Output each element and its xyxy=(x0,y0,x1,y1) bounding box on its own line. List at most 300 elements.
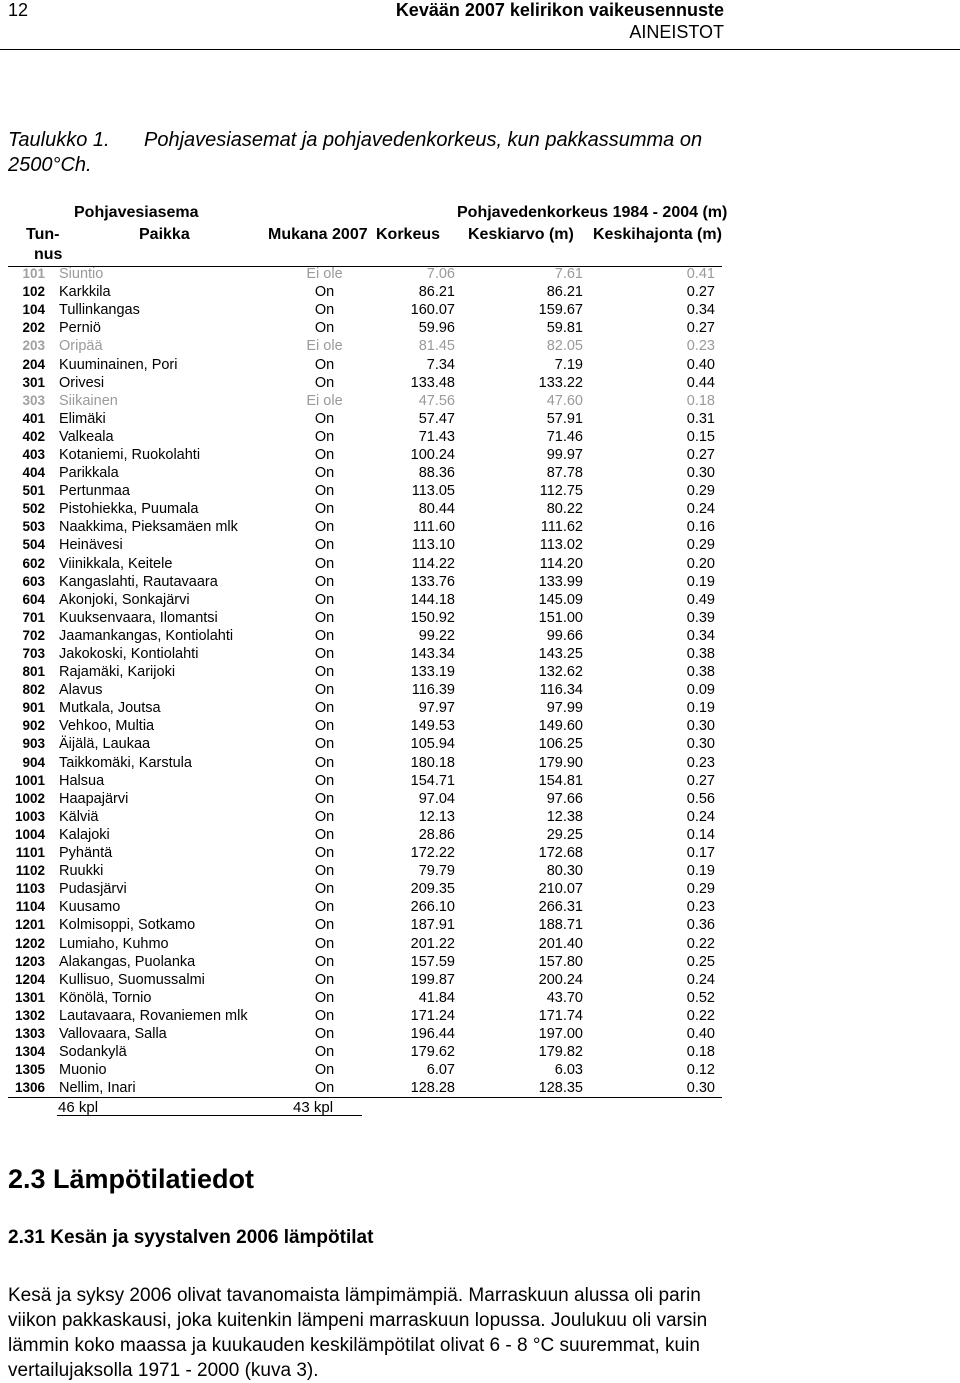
station-place: Karkkila xyxy=(59,284,111,301)
station-height: 154.71 xyxy=(410,772,455,789)
water-level-mean: 43.70 xyxy=(546,989,583,1006)
station-included: On xyxy=(314,790,335,807)
station-height: 99.22 xyxy=(418,627,455,644)
station-code: 203 xyxy=(22,338,45,354)
water-level-std: 0.09 xyxy=(686,682,715,699)
station-included: On xyxy=(314,537,335,554)
table-row xyxy=(8,1043,715,1061)
water-level-mean: 154.81 xyxy=(538,772,583,789)
station-included: On xyxy=(314,320,335,337)
station-height: 180.18 xyxy=(410,754,455,771)
station-code: 1303 xyxy=(14,1025,45,1041)
station-code: 604 xyxy=(22,591,45,607)
water-level-mean: 99.66 xyxy=(546,627,583,644)
station-included: On xyxy=(314,428,335,445)
station-height: 7.06 xyxy=(426,266,455,283)
station-code: 1305 xyxy=(14,1062,45,1078)
station-code: 303 xyxy=(22,392,45,408)
station-place: Siikainen xyxy=(59,392,118,409)
water-level-mean: 86.21 xyxy=(546,284,583,301)
station-included: On xyxy=(314,881,335,898)
water-level-std: 0.34 xyxy=(686,627,715,644)
table-row xyxy=(8,428,715,446)
station-code: 1203 xyxy=(14,953,45,969)
station-included: On xyxy=(314,284,335,301)
station-height: 209.35 xyxy=(410,881,455,898)
station-code: 403 xyxy=(22,446,45,462)
water-level-mean: 47.60 xyxy=(546,392,583,409)
station-height: 144.18 xyxy=(410,591,455,608)
table-row xyxy=(8,844,715,862)
water-level-std: 0.27 xyxy=(686,446,715,463)
station-height: 172.22 xyxy=(410,845,455,862)
water-level-mean: 97.66 xyxy=(546,790,583,807)
station-code: 1304 xyxy=(14,1044,45,1060)
table-row xyxy=(8,898,715,916)
station-code: 1302 xyxy=(14,1007,45,1023)
water-level-mean: 6.03 xyxy=(554,1062,583,1079)
table-row xyxy=(8,953,715,971)
table-row xyxy=(8,717,715,735)
table-row xyxy=(8,374,715,392)
station-code: 1204 xyxy=(14,971,45,987)
water-level-std: 0.24 xyxy=(686,971,715,988)
water-level-std: 0.29 xyxy=(686,483,715,500)
table-row xyxy=(8,754,715,772)
water-level-mean: 128.35 xyxy=(538,1080,583,1097)
table-row xyxy=(8,826,715,844)
station-height: 128.28 xyxy=(410,1080,455,1097)
table-row xyxy=(8,880,715,898)
table-caption-text: Pohjavesiasemat ja pohjavedenkorkeus, kun pakkassumma on 2500°Ch. xyxy=(8,129,703,176)
station-height: 59.96 xyxy=(418,320,455,337)
group-header-station: Pohjavesiasema xyxy=(74,204,199,221)
water-level-mean: 99.97 xyxy=(546,446,583,463)
station-code: 1306 xyxy=(14,1080,45,1096)
station-code: 102 xyxy=(22,284,45,300)
station-height: 111.60 xyxy=(412,519,455,536)
station-included: On xyxy=(314,700,335,717)
station-place: Oripää xyxy=(59,338,103,355)
station-height: 105.94 xyxy=(410,736,455,753)
station-place: Jakokoski, Kontiolahti xyxy=(59,646,199,663)
table-row xyxy=(8,989,715,1007)
water-level-std: 0.44 xyxy=(686,374,715,391)
station-code: 1301 xyxy=(14,989,45,1005)
station-included: On xyxy=(314,374,335,391)
station-code: 401 xyxy=(22,410,45,426)
water-level-mean: 179.82 xyxy=(538,1044,583,1061)
station-included: On xyxy=(314,772,335,789)
station-place: Lautavaara, Rovaniemen mlk xyxy=(59,1007,248,1024)
station-height: 187.91 xyxy=(410,917,455,934)
station-included: On xyxy=(314,465,335,482)
station-height: 149.53 xyxy=(410,718,455,735)
water-level-std: 0.24 xyxy=(686,808,715,825)
water-level-std: 0.24 xyxy=(686,501,715,518)
table-row xyxy=(8,301,715,319)
groundwater-table xyxy=(8,265,715,1097)
col-header-included: Mukana 2007 xyxy=(268,226,368,243)
station-included: On xyxy=(314,410,335,427)
water-level-std: 0.56 xyxy=(686,790,715,807)
station-height: 179.62 xyxy=(410,1044,455,1061)
station-code: 1104 xyxy=(15,899,45,915)
station-height: 150.92 xyxy=(410,609,455,626)
station-place: Mutkala, Joutsa xyxy=(59,700,161,717)
table-row xyxy=(8,536,715,554)
station-height: 6.07 xyxy=(426,1062,455,1079)
station-included: On xyxy=(314,501,335,518)
station-place: Halsua xyxy=(59,772,105,789)
water-level-std: 0.16 xyxy=(686,519,715,536)
water-level-std: 0.18 xyxy=(686,1044,715,1061)
water-level-mean: 12.38 xyxy=(546,808,583,825)
document-title: Kevään 2007 kelirikon vaikeusennuste xyxy=(395,0,724,20)
station-place: Jaamankangas, Kontiolahti xyxy=(59,627,234,644)
water-level-mean: 171.74 xyxy=(538,1007,583,1024)
water-level-std: 0.27 xyxy=(686,772,715,789)
station-place: Sodankylä xyxy=(59,1044,127,1061)
water-level-std: 0.14 xyxy=(686,826,715,843)
water-level-std: 0.30 xyxy=(686,718,715,735)
station-code: 603 xyxy=(22,573,45,589)
station-code: 703 xyxy=(22,646,45,662)
station-included: On xyxy=(314,718,335,735)
station-code: 501 xyxy=(22,483,45,499)
station-code: 901 xyxy=(22,700,45,716)
table-row xyxy=(8,500,715,518)
station-place: Alakangas, Puolanka xyxy=(59,953,196,970)
table-row xyxy=(8,790,715,808)
water-level-mean: 57.91 xyxy=(546,410,583,427)
water-level-std: 0.22 xyxy=(686,1007,715,1024)
station-code: 504 xyxy=(22,537,45,553)
document-section-label: AINEISTOT xyxy=(629,22,724,42)
station-height: 160.07 xyxy=(410,302,455,319)
station-height: 114.22 xyxy=(411,555,455,572)
station-height: 57.47 xyxy=(418,410,455,427)
col-header-height: Korkeus xyxy=(376,226,441,243)
station-code: 104 xyxy=(22,302,45,318)
station-height: 81.45 xyxy=(418,338,455,355)
water-level-std: 0.30 xyxy=(686,736,715,753)
station-place: Valkeala xyxy=(59,428,114,445)
water-level-mean: 197.00 xyxy=(538,1025,583,1042)
water-level-std: 0.20 xyxy=(686,555,715,572)
station-place: Muonio xyxy=(59,1062,107,1079)
water-level-mean: 112.75 xyxy=(539,483,583,500)
station-place: Tullinkangas xyxy=(59,302,140,319)
table-row xyxy=(8,808,715,826)
water-level-std: 0.31 xyxy=(686,410,715,427)
station-height: 100.24 xyxy=(410,446,455,463)
water-level-mean: 80.22 xyxy=(546,501,583,518)
table-row xyxy=(8,627,715,645)
station-place: Kotaniemi, Ruokolahti xyxy=(59,446,201,463)
station-place: Vehkoo, Multia xyxy=(59,718,155,735)
water-level-std: 0.23 xyxy=(686,899,715,916)
station-included: On xyxy=(314,555,335,572)
water-level-mean: 200.24 xyxy=(538,971,583,988)
table-row xyxy=(8,645,715,663)
station-code: 503 xyxy=(22,519,45,535)
station-place: Pyhäntä xyxy=(59,845,113,862)
station-included: On xyxy=(314,736,335,753)
water-level-std: 0.27 xyxy=(686,320,715,337)
station-place: Pertunmaa xyxy=(59,483,130,500)
water-level-std: 0.19 xyxy=(686,700,715,717)
table-row xyxy=(8,355,715,373)
station-place: Parikkala xyxy=(59,465,119,482)
station-place: Lumiaho, Kuhmo xyxy=(59,935,169,952)
station-code: 1201 xyxy=(14,917,45,933)
station-code: 904 xyxy=(22,754,45,770)
station-included: On xyxy=(314,519,335,536)
station-included: Ei ole xyxy=(306,338,343,355)
water-level-mean: 7.61 xyxy=(554,266,583,283)
station-included: Ei ole xyxy=(306,266,343,283)
total-stations-count: 46 kpl xyxy=(58,1099,99,1116)
station-code: 801 xyxy=(22,664,45,680)
station-code: 101 xyxy=(22,266,45,282)
table-row xyxy=(8,265,715,283)
water-level-std: 0.29 xyxy=(686,881,715,898)
station-height: 116.39 xyxy=(411,682,455,699)
station-included: On xyxy=(314,754,335,771)
water-level-mean: 87.78 xyxy=(546,465,583,482)
water-level-mean: 97.99 xyxy=(546,700,583,717)
water-level-std: 0.23 xyxy=(686,754,715,771)
station-place: Nellim, Inari xyxy=(59,1080,136,1097)
header-divider xyxy=(0,49,960,50)
station-included: On xyxy=(314,646,335,663)
station-included: On xyxy=(314,826,335,843)
station-place: Orivesi xyxy=(59,374,105,391)
station-height: 143.34 xyxy=(410,646,455,663)
station-included: On xyxy=(314,899,335,916)
water-level-std: 0.17 xyxy=(686,845,715,862)
water-level-mean: 188.71 xyxy=(538,917,583,934)
table-row xyxy=(8,1061,715,1079)
station-place: Perniö xyxy=(59,320,101,337)
water-level-std: 0.39 xyxy=(686,609,715,626)
table-row xyxy=(8,283,715,301)
station-place: Kuuminainen, Pori xyxy=(59,356,178,373)
water-level-std: 0.12 xyxy=(686,1062,715,1079)
station-place: Elimäki xyxy=(59,410,106,427)
station-code: 1102 xyxy=(15,863,45,879)
station-place: Kälviä xyxy=(59,808,99,825)
station-height: 47.56 xyxy=(418,392,455,409)
water-level-std: 0.52 xyxy=(686,989,715,1006)
water-level-mean: 172.68 xyxy=(538,845,583,862)
station-code: 1003 xyxy=(14,808,45,824)
station-height: 28.86 xyxy=(418,826,455,843)
water-level-mean: 111.62 xyxy=(540,519,583,536)
station-included: On xyxy=(314,627,335,644)
water-level-std: 0.36 xyxy=(686,917,715,934)
station-code: 1101 xyxy=(15,845,45,861)
station-included: On xyxy=(314,917,335,934)
water-level-mean: 201.40 xyxy=(538,935,583,952)
table-caption-label: Taulukko 1. xyxy=(8,129,110,151)
water-level-std: 0.23 xyxy=(686,338,715,355)
table-row xyxy=(8,663,715,681)
table-row xyxy=(8,916,715,934)
station-code: 701 xyxy=(22,609,45,625)
water-level-mean: 149.60 xyxy=(538,718,583,735)
station-height: 7.34 xyxy=(426,356,455,373)
station-included: On xyxy=(314,591,335,608)
water-level-mean: 159.67 xyxy=(538,302,583,319)
water-level-mean: 113.02 xyxy=(539,537,583,554)
water-level-mean: 80.30 xyxy=(546,863,583,880)
station-place: Könölä, Tornio xyxy=(59,989,152,1006)
table-row xyxy=(8,1079,715,1097)
station-height: 80.44 xyxy=(418,501,455,518)
station-included: On xyxy=(314,1025,335,1042)
water-level-std: 0.38 xyxy=(686,664,715,681)
table-row xyxy=(8,482,715,500)
body-paragraph: Kesä ja syksy 2006 olivat tavanomaista lämpimämpiä. Marraskuun alussa oli parin viikon pakkaskausi, joka kuitenkin lämpeni marraskuun lopussa. Joulukuu oli varsin lämmin koko maassa ja kuukauden keskilämpötilat olivat 6 - 8 °C suuremmat, kuin vertailujaksolla 1971 - 2000 (kuva 3). xyxy=(8,1285,708,1381)
station-code: 902 xyxy=(22,718,45,734)
station-height: 171.24 xyxy=(410,1007,455,1024)
station-included: On xyxy=(314,845,335,862)
station-included: On xyxy=(314,953,335,970)
water-level-mean: 82.05 xyxy=(546,338,583,355)
table-row xyxy=(8,464,715,482)
station-place: Rajamäki, Karijoki xyxy=(59,664,176,681)
water-level-mean: 114.20 xyxy=(539,555,583,572)
water-level-std: 0.29 xyxy=(686,537,715,554)
station-code: 402 xyxy=(22,428,45,444)
station-code: 1004 xyxy=(14,826,45,842)
station-height: 133.19 xyxy=(410,664,455,681)
water-level-mean: 133.22 xyxy=(538,374,583,391)
station-included: On xyxy=(314,989,335,1006)
station-height: 71.43 xyxy=(418,428,455,445)
station-place: Kullisuo, Suomussalmi xyxy=(59,971,205,988)
station-height: 86.21 xyxy=(418,284,455,301)
table-row xyxy=(8,392,715,410)
water-level-mean: 210.07 xyxy=(538,881,583,898)
water-level-mean: 29.25 xyxy=(546,826,583,843)
water-level-mean: 143.25 xyxy=(538,646,583,663)
water-level-mean: 145.09 xyxy=(538,591,583,608)
station-included: On xyxy=(314,609,335,626)
col-header-std: Keskihajonta (m) xyxy=(593,226,722,243)
station-place: Äijälä, Laukaa xyxy=(59,736,151,753)
station-code: 802 xyxy=(22,682,45,698)
water-level-std: 0.22 xyxy=(686,935,715,952)
water-level-std: 0.38 xyxy=(686,646,715,663)
station-code: 1202 xyxy=(14,935,45,951)
col-header-mean: Keskiarvo (m) xyxy=(468,226,574,243)
station-included: Ei ole xyxy=(306,392,343,409)
water-level-mean: 59.81 xyxy=(546,320,583,337)
table-row xyxy=(8,446,715,464)
water-level-mean: 132.62 xyxy=(538,664,583,681)
station-place: Kuuksenvaara, Ilomantsi xyxy=(59,609,218,626)
water-level-std: 0.18 xyxy=(686,392,715,409)
section-heading: 2.3 Lämpötilatiedot xyxy=(8,1164,255,1194)
station-included: On xyxy=(314,935,335,952)
station-height: 113.05 xyxy=(411,483,455,500)
station-place: Alavus xyxy=(59,682,103,699)
table-row xyxy=(8,681,715,699)
station-height: 201.22 xyxy=(410,935,455,952)
table-row xyxy=(8,337,715,355)
station-included: On xyxy=(314,863,335,880)
station-height: 41.84 xyxy=(418,989,455,1006)
station-place: Viinikkala, Keitele xyxy=(59,555,173,572)
station-place: Haapajärvi xyxy=(59,790,129,807)
table-row xyxy=(8,609,715,627)
station-included: On xyxy=(314,808,335,825)
table-row xyxy=(8,573,715,591)
water-level-std: 0.40 xyxy=(686,356,715,373)
water-level-std: 0.49 xyxy=(686,591,715,608)
station-place: Kuusamo xyxy=(59,899,121,916)
water-level-std: 0.19 xyxy=(686,863,715,880)
station-place: Heinävesi xyxy=(59,537,123,554)
station-height: 133.76 xyxy=(410,573,455,590)
station-included: On xyxy=(314,664,335,681)
station-height: 88.36 xyxy=(418,465,455,482)
station-included: On xyxy=(314,1080,335,1097)
station-code: 502 xyxy=(22,501,45,517)
station-included: On xyxy=(314,483,335,500)
table-row xyxy=(8,735,715,753)
table-row xyxy=(8,862,715,880)
table-row xyxy=(8,699,715,717)
station-code: 301 xyxy=(22,374,45,390)
table-row xyxy=(8,319,715,337)
station-included: On xyxy=(314,446,335,463)
included-stations-count: 43 kpl xyxy=(293,1099,334,1116)
water-level-std: 0.30 xyxy=(686,1080,715,1097)
station-included: On xyxy=(314,971,335,988)
station-height: 79.79 xyxy=(418,863,455,880)
station-place: Kolmisoppi, Sotkamo xyxy=(59,917,196,934)
table-row xyxy=(8,591,715,609)
station-height: 199.87 xyxy=(410,971,455,988)
station-code: 404 xyxy=(22,465,45,481)
water-level-mean: 116.34 xyxy=(539,682,583,699)
station-height: 157.59 xyxy=(410,953,455,970)
station-included: On xyxy=(314,573,335,590)
station-place: Ruukki xyxy=(59,863,104,880)
station-included: On xyxy=(314,356,335,373)
station-place: Pudasjärvi xyxy=(59,881,127,898)
page-number: 12 xyxy=(8,0,29,20)
water-level-std: 0.40 xyxy=(686,1025,715,1042)
station-included: On xyxy=(314,1007,335,1024)
station-included: On xyxy=(314,1062,335,1079)
station-included: On xyxy=(314,682,335,699)
station-code: 204 xyxy=(22,356,45,372)
station-place: Pistohiekka, Puumala xyxy=(59,501,199,518)
col-header-code-line2: nus xyxy=(34,246,63,263)
station-height: 113.10 xyxy=(411,537,455,554)
water-level-std: 0.25 xyxy=(686,953,715,970)
water-level-mean: 266.31 xyxy=(538,899,583,916)
table-summary-rule xyxy=(8,1097,722,1098)
station-height: 196.44 xyxy=(410,1025,455,1042)
water-level-std: 0.34 xyxy=(686,302,715,319)
station-height: 133.48 xyxy=(410,374,455,391)
